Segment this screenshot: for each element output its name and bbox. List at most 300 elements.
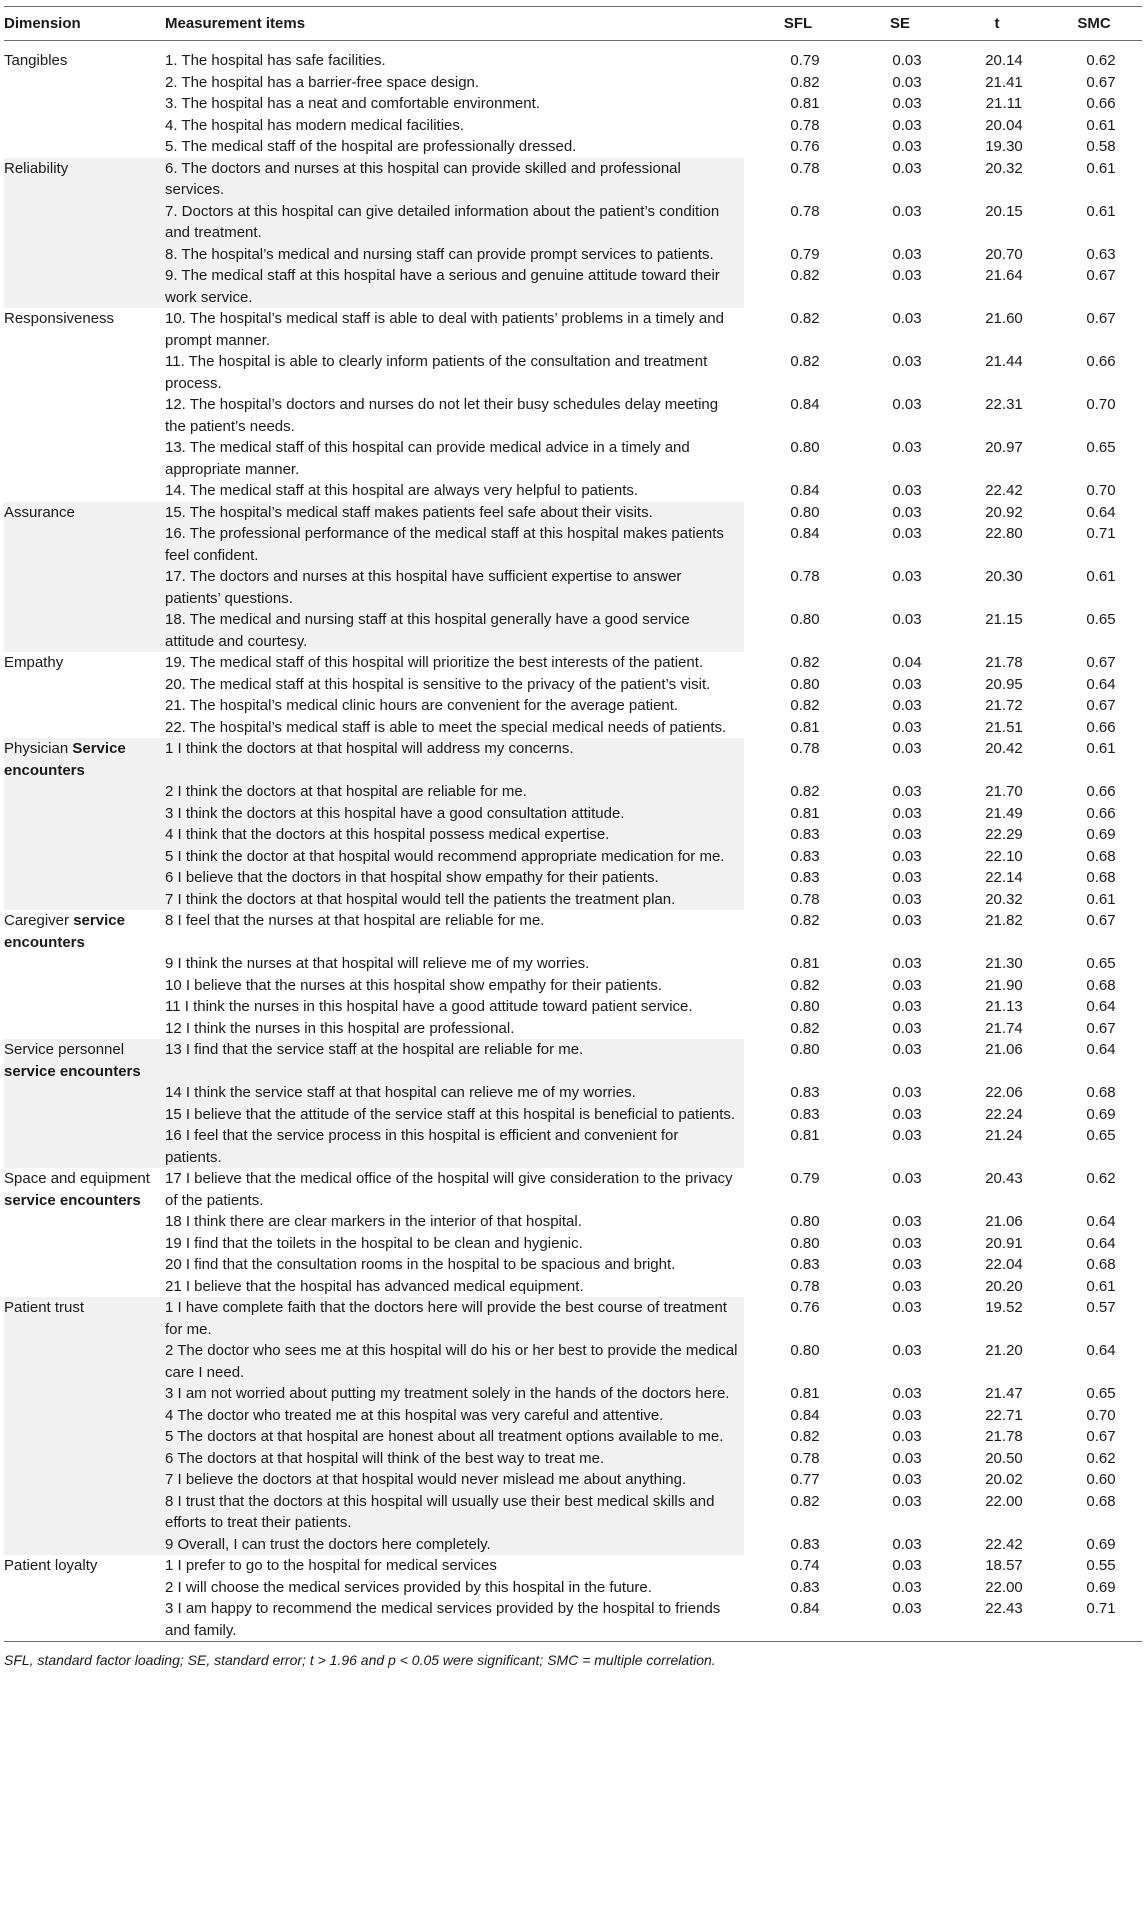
se-value: 0.03 [892,1234,922,1252]
sfl-value: 0.84 [790,525,820,542]
dimension-cell [4,502,161,524]
table-row [4,609,1142,652]
se-value: 0.03 [892,202,922,220]
t-value: 20.20 [985,1277,1023,1295]
table-row [4,975,1142,997]
t-value: 21.47 [985,1385,1023,1402]
smc-value: 0.66 [1086,95,1116,112]
measurement-item: 22. The hospital’s medical staff is able to meet the special medical needs of patients. [165,718,727,736]
dimension-cell [4,201,161,244]
t-value: 21.72 [985,697,1023,714]
sfl-value: 0.82 [790,697,820,714]
table-row [4,1426,1142,1448]
smc-value: 0.65 [1086,955,1116,972]
smc-value: 0.67 [1086,1428,1116,1445]
sfl-value: 0.79 [790,245,820,263]
table-row [4,824,1142,846]
measurement-item: 1 I have complete faith that the doctors here will provide the best course of treatment for me. [161,1297,744,1340]
dimension-cell [4,136,161,158]
t-value: 20.32 [985,890,1023,908]
dimension-label: Caregiver [4,912,74,929]
table-row [4,1448,1142,1470]
dimension-cell [4,867,161,889]
dimension-label-bold: service encounters [4,1062,141,1080]
dimension-cell [4,437,161,480]
smc-value: 0.70 [1086,482,1116,499]
table-row [4,1555,1142,1577]
smc-value: 0.64 [1086,1213,1116,1230]
se-value: 0.04 [892,654,922,671]
smc-value: 0.67 [1086,654,1116,671]
dimension-cell [4,717,161,739]
dimension-group [4,158,1142,309]
smc-value: 0.66 [1086,804,1116,822]
smc-value: 0.70 [1086,1406,1116,1424]
t-value: 20.32 [985,159,1023,177]
t-value: 20.43 [985,1170,1023,1187]
smc-value: 0.68 [1086,869,1116,886]
se-value: 0.03 [892,396,922,413]
se-value: 0.03 [892,503,922,521]
se-value: 0.03 [892,1600,922,1617]
sfl-value: 0.82 [790,976,820,994]
dimension-cell [4,1297,161,1340]
dimension-cell [4,115,161,137]
se-value: 0.03 [892,525,922,542]
se-value: 0.03 [892,826,922,843]
dimension-cell [4,996,161,1018]
table-row [4,523,1142,566]
t-value: 21.78 [985,654,1023,671]
smc-value: 0.65 [1086,439,1116,456]
se-value: 0.03 [892,353,922,370]
sfl-value: 0.84 [790,396,820,413]
measurement-item: 13. The medical staff of this hospital can provide medical advice in a timely and appropriate manner. [165,439,690,478]
measurement-item: 17. The doctors and nurses at this hospital have sufficient expertise to answer patients’ questions. [161,566,744,609]
t-value: 20.70 [985,245,1023,263]
dimension-cell [4,975,161,997]
measurement-item: 7 I think the doctors at that hospital would tell the patients the treatment plan. [161,889,744,911]
sfl-value: 0.78 [790,116,820,134]
se-value: 0.03 [892,310,922,327]
table-row [4,867,1142,889]
table-row [4,437,1142,480]
measurement-item: 14 I think the service staff at that hospital can relieve me of my worries. [161,1082,744,1104]
t-value: 20.04 [985,116,1023,134]
table-row [4,1383,1142,1405]
smc-value: 0.67 [1086,73,1116,91]
se-value: 0.03 [892,1277,922,1295]
dimension-label: Space and equipment [4,1170,150,1187]
t-value: 21.44 [985,353,1023,370]
table-row [4,244,1142,266]
t-value: 22.04 [985,1256,1023,1273]
dimension-cell [4,889,161,911]
dimension-label-bold: service encounters [4,912,125,951]
t-value: 22.80 [985,525,1023,542]
table-row [4,1577,1142,1599]
se-value: 0.03 [892,1535,922,1553]
smc-value: 0.67 [1086,1019,1116,1037]
smc-value: 0.58 [1086,138,1116,155]
dimension-cell [4,1340,161,1383]
smc-value: 0.63 [1086,245,1116,263]
smc-value: 0.68 [1086,1492,1116,1510]
table-row [4,781,1142,803]
t-value: 20.92 [985,503,1023,521]
dimension-cell [4,566,161,609]
table-row [4,953,1142,975]
se-value: 0.03 [892,245,922,263]
measurement-item: 11 I think the nurses in this hospital have a good attitude toward patient service. [165,998,693,1015]
table-row [4,136,1142,158]
sfl-value: 0.79 [790,52,820,69]
dimension-cell [4,781,161,803]
dimension-cell [4,1426,161,1448]
se-value: 0.03 [892,116,922,134]
measurement-item: 4 I think that the doctors at this hospital possess medical expertise. [161,824,744,846]
sfl-value: 0.83 [790,1256,820,1273]
dimension-cell [4,1534,161,1556]
smc-value: 0.71 [1086,525,1116,542]
dimension-cell [4,351,161,394]
smc-value: 0.61 [1086,890,1116,908]
measurement-item: 12 I think the nurses in this hospital are professional. [165,1019,515,1037]
measurement-item: 11. The hospital is able to clearly inform patients of the consultation and treatment process. [165,353,708,392]
se-value: 0.03 [892,95,922,112]
smc-value: 0.67 [1086,267,1116,284]
measurement-item: 3. The hospital has a neat and comfortable environment. [165,95,540,112]
t-value: 22.00 [985,1578,1023,1596]
table-row [4,1168,1142,1211]
sfl-value: 0.82 [790,783,820,800]
sfl-value: 0.78 [790,159,820,177]
se-value: 0.03 [892,1406,922,1424]
smc-value: 0.64 [1086,675,1116,693]
sfl-value: 0.80 [790,1213,820,1230]
measurement-item: 14. The medical staff at this hospital are always very helpful to patients. [165,482,639,499]
dimension-cell [4,158,161,201]
smc-value: 0.62 [1086,1170,1116,1187]
t-value: 22.31 [985,396,1023,413]
measurement-item: 20. The medical staff at this hospital is sensitive to the privacy of the patient’s visit. [165,675,711,693]
dimension-group [4,1555,1142,1642]
dimension-cell [4,910,161,953]
t-value: 21.90 [985,976,1023,994]
measurement-item: 21 I believe that the hospital has advanced medical equipment. [165,1277,584,1295]
measurement-item: 1. The hospital has safe facilities. [165,52,386,69]
measurement-item: 13 I find that the service staff at the hospital are reliable for me. [161,1039,744,1082]
t-value: 20.15 [985,202,1023,220]
sfl-value: 0.82 [790,267,820,284]
table-row [4,717,1142,739]
dimension-cell [4,674,161,696]
se-value: 0.03 [892,1471,922,1488]
t-value: 21.82 [985,912,1023,929]
table-row [4,910,1142,953]
dimension-cell [4,480,161,502]
dimension-cell [4,1448,161,1470]
dimension-cell [4,265,161,308]
header-items: Measurement items [161,7,744,41]
dimension-cell [4,1104,161,1126]
t-value: 20.42 [985,740,1023,757]
sfl-value: 0.80 [790,439,820,456]
smc-value: 0.65 [1086,611,1116,628]
sfl-value: 0.82 [790,310,820,327]
dimension-label-bold: Service encounters [4,740,126,779]
t-value: 18.57 [985,1557,1023,1574]
dimension-group [4,738,1142,910]
table-row [4,1340,1142,1383]
t-value: 21.49 [985,804,1023,822]
smc-value: 0.62 [1086,52,1116,69]
measurement-item: 9 Overall, I can trust the doctors here completely. [161,1534,744,1556]
dimension-cell [4,803,161,825]
table-row [4,1254,1142,1276]
sfl-value: 0.76 [790,138,820,155]
t-value: 22.00 [985,1492,1023,1510]
table-row [4,502,1142,524]
smc-value: 0.68 [1086,1256,1116,1273]
dimension-group [4,1168,1142,1297]
measurement-item: 8 I feel that the nurses at that hospital are reliable for me. [165,912,545,929]
measurement-item: 20 I find that the consultation rooms in the hospital to be spacious and bright. [165,1256,676,1273]
smc-value: 0.61 [1086,1277,1116,1295]
smc-value: 0.61 [1086,740,1116,757]
smc-value: 0.68 [1086,976,1116,994]
dimension-cell [4,523,161,566]
dimension-cell [4,1233,161,1255]
t-value: 20.14 [985,52,1023,69]
measurement-item: 2 The doctor who sees me at this hospital will do his or her best to provide the medical care I need. [161,1340,744,1383]
dimension-cell [4,1039,161,1082]
measurement-item: 17 I believe that the medical office of the hospital will give consideration to the privacy of the patients. [165,1170,733,1209]
se-value: 0.03 [892,1299,922,1316]
table-row [4,1039,1142,1082]
t-value: 20.02 [985,1471,1023,1488]
dimension-cell [4,1211,161,1233]
table-row [4,1276,1142,1298]
smc-value: 0.69 [1086,826,1116,843]
measurement-item: 3 I think the doctors at this hospital have a good consultation attitude. [161,803,744,825]
smc-value: 0.69 [1086,1578,1116,1596]
sfl-value: 0.80 [790,1234,820,1252]
smc-value: 0.64 [1086,503,1116,521]
smc-value: 0.67 [1086,310,1116,327]
t-value: 21.78 [985,1428,1023,1445]
sfl-value: 0.83 [790,847,820,865]
t-value: 20.30 [985,568,1023,585]
table-row [4,1082,1142,1104]
smc-value: 0.55 [1086,1557,1116,1574]
t-value: 21.41 [985,73,1023,91]
t-value: 19.52 [985,1299,1023,1316]
sfl-value: 0.76 [790,1299,820,1316]
se-value: 0.03 [892,1492,922,1510]
se-value: 0.03 [892,890,922,908]
sfl-value: 0.81 [790,1127,820,1144]
table-row [4,889,1142,911]
dimension-cell [4,1168,161,1211]
sfl-value: 0.74 [790,1557,820,1574]
t-value: 21.13 [985,998,1023,1015]
header-t: t [948,7,1046,41]
measurement-item: 4. The hospital has modern medical facilities. [165,116,465,134]
t-value: 21.20 [985,1342,1023,1359]
dimension-cell [4,1018,161,1040]
table-row [4,115,1142,137]
measurement-item: 10 I believe that the nurses at this hospital show empathy for their patients. [165,976,662,994]
se-value: 0.03 [892,159,922,177]
smc-value: 0.61 [1086,568,1116,585]
se-value: 0.03 [892,1385,922,1402]
measurement-item: 5 I think the doctor at that hospital would recommend appropriate medication for me. [161,846,744,868]
smc-value: 0.69 [1086,1105,1116,1123]
smc-value: 0.64 [1086,998,1116,1015]
smc-value: 0.64 [1086,1234,1116,1252]
se-value: 0.03 [892,783,922,800]
se-value: 0.03 [892,1342,922,1359]
se-value: 0.03 [892,1578,922,1596]
sfl-value: 0.83 [790,1535,820,1553]
smc-value: 0.62 [1086,1449,1116,1467]
measurement-item: 16. The professional performance of the medical staff at this hospital makes patients feel confident. [161,523,744,566]
sfl-value: 0.81 [790,955,820,972]
sfl-value: 0.78 [790,890,820,908]
measurement-item: 12. The hospital’s doctors and nurses do not let their busy schedules delay meeting the patient’s needs. [165,396,719,435]
table-row [4,674,1142,696]
dimension-cell [4,609,161,652]
dimension-group [4,308,1142,502]
se-value: 0.03 [892,439,922,456]
measurement-item: 6 I believe that the doctors in that hospital show empathy for their patients. [161,867,744,889]
t-value: 20.91 [985,1234,1023,1252]
smc-value: 0.64 [1086,1041,1116,1058]
table-row [4,1491,1142,1534]
measurement-item: 2 I think the doctors at that hospital are reliable for me. [161,781,744,803]
smc-value: 0.61 [1086,116,1116,134]
measurement-item: 1 I prefer to go to the hospital for medical services [165,1557,497,1574]
table-row [4,480,1142,502]
se-value: 0.03 [892,718,922,736]
smc-value: 0.57 [1086,1299,1116,1316]
header-se: SE [852,7,948,41]
t-value: 21.06 [985,1213,1023,1230]
t-value: 22.42 [985,1535,1023,1553]
t-value: 22.29 [985,826,1023,843]
measurement-item: 1 I think the doctors at that hospital will address my concerns. [161,738,744,781]
dimension-cell [4,652,161,674]
dimension-cell [4,1577,161,1599]
se-value: 0.03 [892,847,922,865]
se-value: 0.03 [892,1428,922,1445]
sfl-value: 0.82 [790,912,820,929]
smc-value: 0.61 [1086,159,1116,177]
t-value: 21.30 [985,955,1023,972]
dimension-cell [4,1598,161,1642]
header-smc: SMC [1046,7,1142,41]
smc-value: 0.61 [1086,202,1116,220]
dimension-label: Assurance [4,503,75,521]
measurement-item: 10. The hospital’s medical staff is able to deal with patients’ problems in a timely and prompt manner. [165,310,724,349]
t-value: 22.71 [985,1406,1023,1424]
se-value: 0.03 [892,611,922,628]
smc-value: 0.66 [1086,353,1116,370]
sfl-value: 0.80 [790,503,820,521]
measurement-item: 16 I feel that the service process in this hospital is efficient and convenient for patients. [161,1125,744,1168]
dimension-label-bold: service encounters [4,1191,141,1209]
dimension-group [4,652,1142,738]
table-row [4,1297,1142,1340]
measurement-item: 18 I think there are clear markers in the interior of that hospital. [165,1213,582,1230]
measurement-item: 21. The hospital’s medical clinic hours are convenient for the average patient. [165,697,679,714]
measurement-item: 5 The doctors at that hospital are honest about all treatment options available to me. [161,1426,744,1448]
table-row [4,1018,1142,1040]
t-value: 20.50 [985,1449,1023,1467]
table-row [4,265,1142,308]
se-value: 0.03 [892,697,922,714]
se-value: 0.03 [892,912,922,929]
dimension-cell [4,1491,161,1534]
se-value: 0.03 [892,675,922,693]
sfl-value: 0.82 [790,353,820,370]
t-value: 21.64 [985,267,1023,284]
measurement-item: 7. Doctors at this hospital can give detailed information about the patient’s condition and treatment. [161,201,744,244]
measurement-item: 9 I think the nurses at that hospital will relieve me of my worries. [165,955,590,972]
table-row [4,996,1142,1018]
smc-value: 0.65 [1086,1385,1116,1402]
measurement-item: 19 I find that the toilets in the hospital to be clean and hygienic. [165,1234,583,1252]
sfl-value: 0.80 [790,675,820,693]
dimension-cell [4,41,161,72]
measurement-item: 6 The doctors at that hospital will think of the best way to treat me. [161,1448,744,1470]
dimension-label: Reliability [4,159,69,177]
smc-value: 0.67 [1086,912,1116,929]
dimension-label: Tangibles [4,52,68,69]
dimension-cell [4,846,161,868]
sfl-value: 0.81 [790,718,820,736]
dimension-cell [4,1254,161,1276]
dimension-label: Physician [4,740,73,757]
smc-value: 0.69 [1086,1535,1116,1553]
dimension-label: Empathy [4,654,64,671]
dimension-cell [4,1383,161,1405]
table-row [4,1405,1142,1427]
table-row [4,158,1142,201]
dimension-group [4,502,1142,653]
t-value: 22.42 [985,482,1023,499]
smc-value: 0.66 [1086,783,1116,800]
t-value: 22.06 [985,1084,1023,1101]
smc-value: 0.65 [1086,1127,1116,1144]
dimension-cell [4,824,161,846]
sfl-value: 0.83 [790,1578,820,1596]
sfl-value: 0.83 [790,1105,820,1123]
smc-value: 0.67 [1086,697,1116,714]
table-row [4,201,1142,244]
sfl-value: 0.78 [790,568,820,585]
se-value: 0.03 [892,804,922,822]
dimension-cell [4,394,161,437]
sfl-value: 0.78 [790,1277,820,1295]
sfl-value: 0.83 [790,826,820,843]
sfl-value: 0.82 [790,654,820,671]
table-row [4,1233,1142,1255]
sfl-value: 0.77 [790,1471,820,1488]
measurement-item: 15. The hospital’s medical staff makes patients feel safe about their visits. [161,502,744,524]
se-value: 0.03 [892,1019,922,1037]
